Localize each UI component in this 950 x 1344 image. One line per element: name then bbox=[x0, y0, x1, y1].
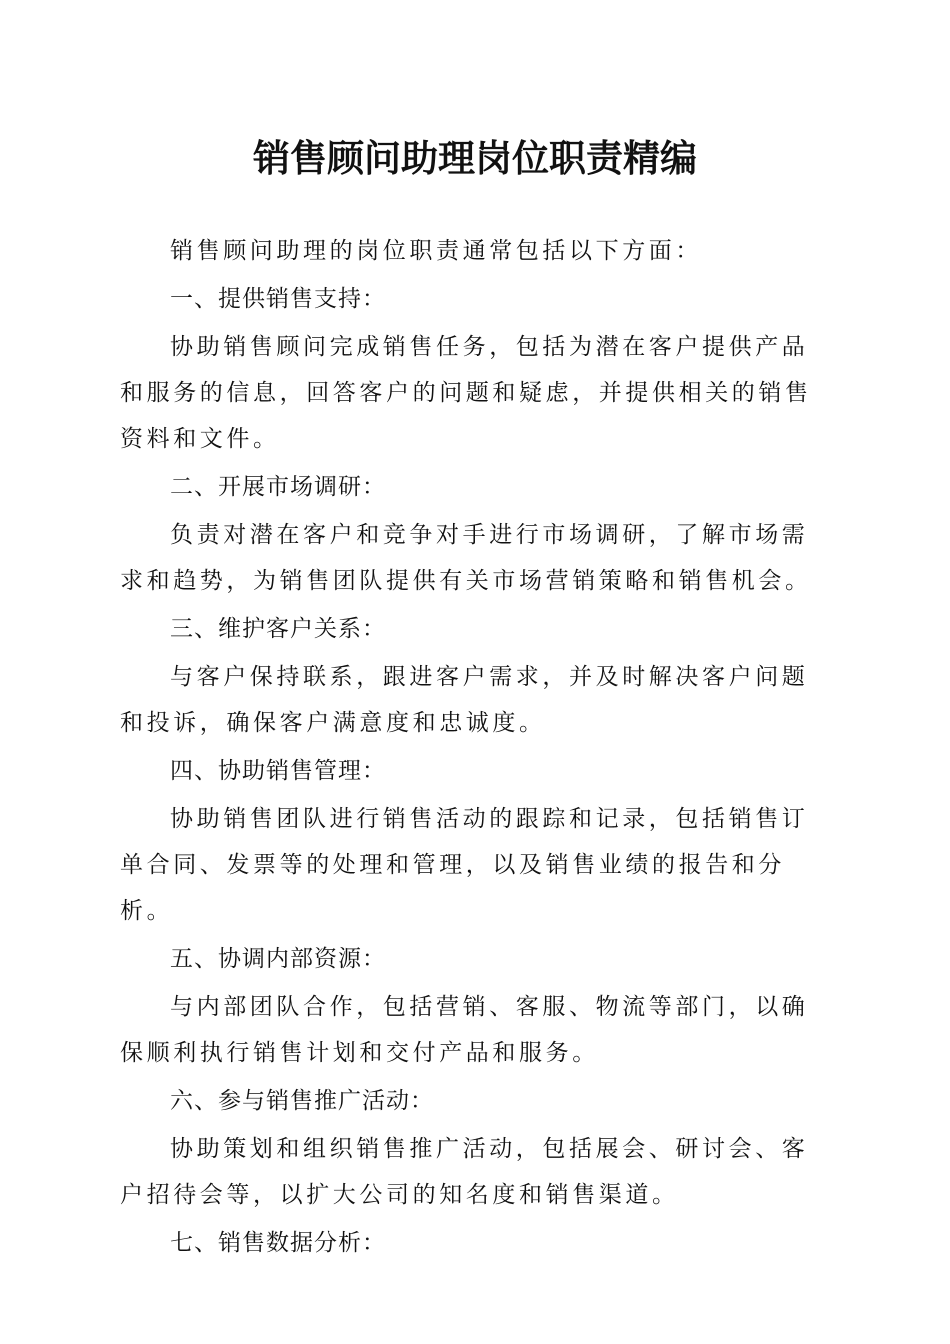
section-heading-7: 七、销售数据分析： bbox=[170, 1230, 386, 1256]
section-body-5: 与内部团队合作，包括营销、客服、物流等部门，以确保顺利执行销售计划和交付产品和服务。 bbox=[120, 994, 809, 1066]
section-body-2: 负责对潜在客户和竞争对手进行市场调研，了解市场需求和趋势，为销售团队提供有关市场营销策略和销售机会。 bbox=[120, 522, 812, 594]
section-heading-4: 四、协助销售管理： bbox=[170, 758, 386, 784]
section-body-4: 协助销售团队进行销售活动的跟踪和记录，包括销售订单合同、发票等的处理和管理，以及销售业绩的报告和分析。 bbox=[120, 806, 809, 924]
section-heading-3: 三、维护客户关系： bbox=[170, 616, 386, 642]
document-title: 销售顾问助理岗位职责精编 bbox=[253, 136, 697, 180]
document-body bbox=[120, 228, 825, 1268]
section-body-6: 协助策划和组织销售推广活动，包括展会、研讨会、客户招待会等，以扩大公司的知名度和销售渠道。 bbox=[120, 1136, 809, 1208]
section-body-1: 协助销售顾问完成销售任务，包括为潜在客户提供产品和服务的信息，回答客户的问题和疑虑，并提供相关的销售资料和文件。 bbox=[120, 334, 812, 452]
section-body-3: 与客户保持联系，跟进客户需求，并及时解决客户问题和投诉，确保客户满意度和忠诚度。 bbox=[120, 664, 809, 736]
intro-paragraph: 销售顾问助理的岗位职责通常包括以下方面： bbox=[170, 238, 702, 264]
section-heading-5: 五、协调内部资源： bbox=[170, 946, 386, 972]
section-heading-1: 一、提供销售支持： bbox=[170, 286, 386, 312]
section-heading-6: 六、参与销售推广活动： bbox=[170, 1088, 434, 1114]
section-heading-2: 二、开展市场调研： bbox=[170, 474, 386, 500]
